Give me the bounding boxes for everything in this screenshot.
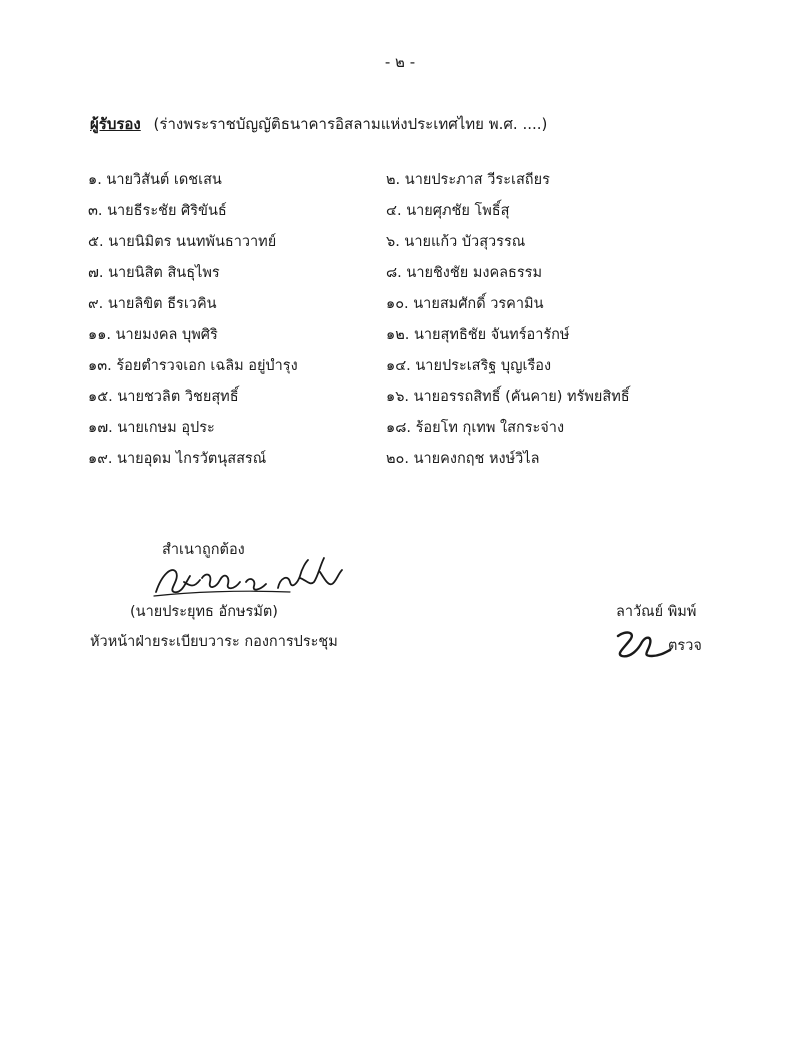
signatory-name: ๑. นายวิสันต์ เดชเสน bbox=[88, 172, 222, 188]
checker-row bbox=[612, 626, 732, 662]
signatory-name: ๑๒. นายสุทธิชัย จันทร์อารักษ์ bbox=[386, 327, 570, 343]
signatory-name: ๘. นายชิงชัย มงคลธรรม bbox=[386, 265, 543, 281]
signatory-name: ๑๕. นายชวลิต วิชยสุทธิ์ bbox=[88, 389, 239, 405]
signatory-name: ๒๐. นายคงกฤช หงษ์วิไล bbox=[386, 451, 540, 467]
checker-initial-signature bbox=[612, 626, 672, 662]
signatory-row bbox=[88, 354, 648, 385]
certifier-position: หัวหน้าฝ่ายระเบียบวาระ กองการประชุม bbox=[90, 634, 338, 650]
signatory-name: ๗. นายนิสิต สินธุไพร bbox=[88, 265, 220, 281]
header-label: ผู้รับรอง bbox=[90, 115, 141, 133]
signatory-row bbox=[88, 323, 648, 354]
signatory-name: ๑๑. นายมงคล บุพศิริ bbox=[88, 327, 218, 343]
signatory-row bbox=[88, 261, 648, 292]
signatory-name: ๑๖. นายอรรถสิทธิ์ (คันคาย) ทรัพยสิทธิ์ bbox=[386, 389, 630, 405]
signatory-row bbox=[88, 447, 648, 478]
signatory-name: ๒. นายประภาส วีระเสถียร bbox=[386, 172, 550, 188]
handwritten-signature bbox=[150, 552, 390, 602]
certification-label: สำเนาถูกต้อง bbox=[162, 542, 245, 558]
signatory-name: ๑๓. ร้อยตำรวจเอก เฉลิม อยู่บำรุง bbox=[88, 358, 298, 374]
signatory-row bbox=[88, 199, 648, 230]
signatory-name: ๕. นายนิมิตร นนทพันธาวาทย์ bbox=[88, 234, 277, 250]
signatory-name: ๔. นายศุภชัย โพธิ์สุ bbox=[386, 203, 510, 219]
signatory-list bbox=[88, 168, 648, 478]
signatory-name: ๑๐. นายสมศักดิ์ วรคามิน bbox=[386, 296, 544, 312]
page-number: - ๒ - bbox=[384, 53, 416, 71]
certifier-name: (นายประยุทธ อักษรมัต) bbox=[130, 604, 278, 620]
signatory-row bbox=[88, 416, 648, 447]
bill-title: (ร่างพระราชบัญญัติธนาคารอิสลามแห่งประเทศไทย พ.ศ. ....) bbox=[153, 115, 548, 133]
signatory-name: ๑๔. นายประเสริฐ บุญเรือง bbox=[386, 358, 552, 374]
typist-name: ลาวัณย์ พิมพ์ bbox=[616, 604, 697, 620]
checker-label: ตรวจ bbox=[668, 638, 702, 654]
header-line bbox=[90, 112, 547, 136]
signatory-row bbox=[88, 168, 648, 199]
signatory-name: ๖. นายแก้ว บัวสุวรรณ bbox=[386, 234, 526, 250]
signatory-row bbox=[88, 385, 648, 416]
signatory-row bbox=[88, 230, 648, 261]
signatory-name: ๑๘. ร้อยโท กุเทพ ใสกระจ่าง bbox=[386, 420, 565, 436]
signatory-name: ๓. นายธีระชัย ศิริขันธ์ bbox=[88, 203, 227, 219]
signatory-name: ๑๙. นายอุดม ไกรวัตนุสสรณ์ bbox=[88, 451, 267, 467]
signatory-name: ๑๗. นายเกษม อุประ bbox=[88, 420, 215, 436]
signatory-name: ๙. นายลิขิต ธีรเวคิน bbox=[88, 296, 217, 312]
signatory-row bbox=[88, 292, 648, 323]
